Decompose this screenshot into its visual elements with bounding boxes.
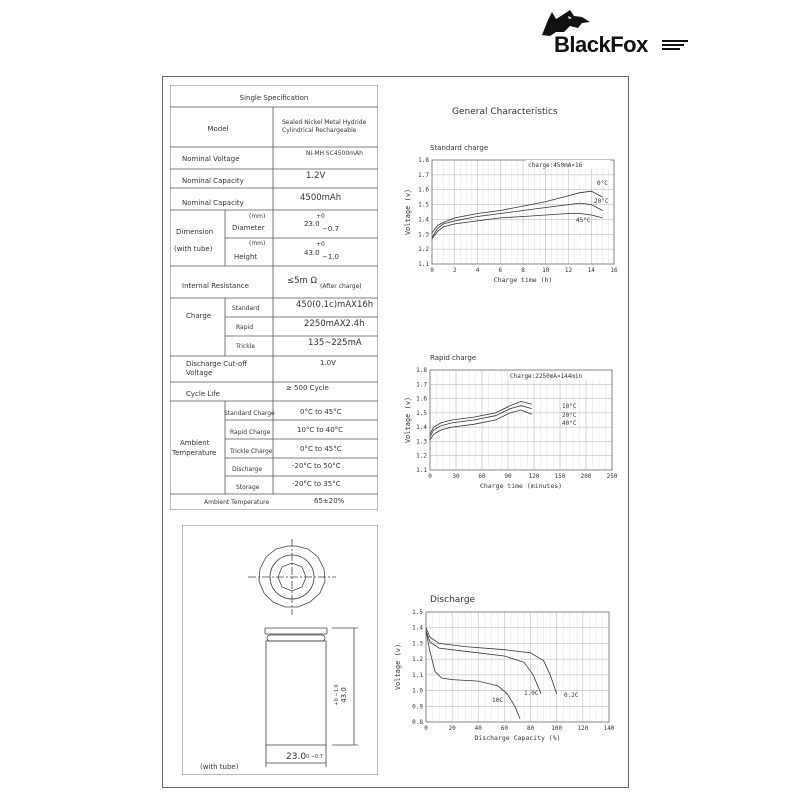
spec-table: [170, 85, 378, 510]
y-tick-label: 1.3: [416, 438, 427, 446]
y-tick-label: 0.8: [412, 719, 423, 726]
y-tick-label: 1.5: [418, 201, 429, 209]
series-line: [430, 401, 532, 434]
ambient-label-2: Temperature: [172, 449, 217, 457]
diameter-minus: −0.7: [322, 225, 339, 233]
brand-logo: [538, 8, 688, 60]
y-tick-label: 1.8: [416, 367, 427, 374]
x-tick-label: 140: [603, 725, 615, 732]
amb-trickle-charge-value: 0°C to 45°C: [300, 445, 342, 453]
amb-discharge-value: -20°C to 50°C: [292, 462, 341, 470]
dimension-label: Dimension: [176, 228, 214, 236]
cycle-life-label: Cycle Life: [186, 390, 220, 398]
x-axis-label: Discharge Capacity (%): [474, 734, 561, 742]
rapid-charge-chart: [400, 350, 628, 500]
general-characteristics-title: General Characteristics: [452, 107, 558, 117]
series-label: 10°C: [562, 403, 577, 410]
x-axis-label: Charge time (minutes): [479, 482, 563, 490]
chart-title: Discharge: [430, 595, 476, 605]
chart-title: Rapid charge: [430, 354, 477, 362]
discharge-chart: [390, 590, 628, 755]
x-tick-label: 40: [474, 725, 482, 732]
series-label: 45°C: [576, 217, 591, 224]
y-axis-label: Voltage (v): [394, 643, 402, 691]
discharge-cutoff-label-2: Voltage: [186, 369, 213, 377]
diameter-label: Diameter: [232, 224, 265, 232]
nominal-voltage-value: Ni-MH SC4500mAh: [306, 150, 363, 157]
y-tick-label: 1.1: [416, 467, 427, 474]
cycle-life-value: ≥ 500 Cycle: [286, 384, 329, 392]
x-axis-label: Charge time (h): [493, 276, 553, 284]
x-tick-label: 200: [580, 473, 592, 480]
brand-name: BlackFox: [554, 32, 648, 57]
charge-rapid-label: Rapid: [236, 324, 253, 331]
nominal-capacity2-value: 4500mAh: [300, 193, 342, 203]
x-tick-label: 100: [551, 725, 563, 732]
y-tick-label: 1.6: [418, 186, 429, 194]
y-tick-label: 1.1: [418, 261, 429, 268]
y-tick-label: 1.8: [418, 157, 429, 164]
charge-trickle-value: 135~225mA: [308, 338, 362, 348]
ambient-temperature-label: Ambient Temperature: [204, 499, 270, 506]
x-tick-label: 150: [554, 473, 566, 480]
series-label: 1.0C: [524, 690, 539, 697]
diameter-tol: 0 −0.7: [306, 754, 323, 760]
x-tick-label: 120: [528, 473, 540, 480]
x-tick-label: 80: [526, 725, 535, 732]
internal-resistance-value: ≤5m Ω: [287, 276, 318, 286]
internal-resistance-label: Internal Resistance: [182, 282, 249, 290]
amb-standard-charge-value: 0°C to 45°C: [300, 408, 342, 416]
x-tick-label: 20: [448, 725, 456, 732]
ambient-temperature-value: 65±20%: [314, 497, 345, 505]
speed-lines-icon: [662, 39, 688, 53]
series-label: 40°C: [562, 420, 577, 427]
spec-title: Single Specification: [239, 94, 309, 102]
amb-storage-label: Storage: [236, 484, 260, 491]
charge-standard-label: Standard: [232, 305, 260, 312]
ambient-label-1: Ambient: [180, 439, 210, 447]
diameter-nominal: 23.0: [304, 220, 320, 228]
y-tick-label: 1.6: [416, 395, 427, 403]
y-tick-label: 1.4: [418, 216, 429, 224]
y-tick-label: 1.3: [412, 640, 423, 648]
model-value-line2: Cylindrical Rechargeable: [282, 127, 357, 134]
nominal-capacity-value: 1.2V: [306, 171, 326, 181]
internal-resistance-note: (After charge): [320, 283, 362, 290]
y-tick-label: 1.0: [412, 687, 423, 695]
x-tick-label: 10: [542, 267, 550, 274]
x-tick-label: 4: [475, 267, 480, 274]
x-tick-label: 60: [478, 473, 486, 480]
nominal-capacity-label: Nominal Capacity: [182, 177, 244, 185]
charge-trickle-label: Trickle: [236, 343, 256, 350]
x-tick-label: 0: [430, 267, 434, 274]
series-label: 0.2C: [564, 692, 579, 699]
y-tick-label: 1.4: [416, 424, 427, 432]
x-tick-label: 250: [606, 473, 618, 480]
y-tick-label: 1.4: [412, 624, 423, 632]
height-nominal: 43.0: [304, 249, 320, 257]
y-tick-label: 0.9: [412, 703, 423, 711]
x-tick-label: 0: [428, 473, 432, 480]
amb-trickle-charge-label: Trickle Charge: [230, 448, 273, 455]
amb-rapid-charge-value: 10°C to 40°C: [297, 426, 344, 434]
model-value-line1: Sealed Nickel Metal Hydride: [282, 119, 367, 126]
chart-annotation: Charge:2250mA×144min: [510, 373, 583, 380]
series-label: 10C: [492, 697, 503, 704]
charge-standard-value: 450(0.1c)mAX16h: [296, 300, 374, 310]
nominal-capacity2-label: Nominal Capacity: [182, 199, 244, 207]
chart-annotation: charge:450mA×16: [528, 162, 583, 169]
series-line: [430, 410, 532, 440]
y-tick-label: 1.1: [412, 671, 423, 679]
discharge-cutoff-value: 1.0V: [320, 359, 336, 367]
x-tick-label: 2: [452, 267, 457, 274]
chart-title: Standard charge: [430, 144, 489, 152]
discharge-cutoff-label-1: Discharge Cut-off: [186, 360, 248, 368]
amb-rapid-charge-label: Rapid Charge: [230, 429, 271, 436]
with-tube-note: (with tube): [200, 763, 239, 771]
nominal-voltage-label: Nominal Voltage: [182, 155, 240, 163]
amb-discharge-label: Discharge: [232, 466, 263, 473]
series-label: 0°C: [597, 180, 608, 187]
y-axis-label: Voltage (v): [404, 396, 412, 444]
height-label: Height: [234, 253, 258, 261]
y-tick-label: 1.3: [418, 231, 429, 239]
y-tick-label: 1.7: [416, 381, 427, 389]
charge-label: Charge: [186, 312, 212, 320]
charge-rapid-value: 2250mAX2.4h: [304, 319, 365, 329]
x-tick-label: 12: [564, 267, 573, 274]
x-tick-label: 14: [587, 267, 595, 274]
y-axis-label: Voltage (v): [404, 188, 412, 236]
y-tick-label: 1.2: [416, 452, 427, 460]
y-tick-label: 1.2: [412, 656, 423, 664]
x-tick-label: 16: [610, 267, 618, 274]
y-tick-label: 1.2: [418, 246, 429, 254]
x-tick-label: 6: [498, 267, 503, 274]
standard-charge-chart: [400, 140, 628, 290]
x-tick-label: 90: [504, 473, 512, 480]
height-tol: +0 −1.0: [334, 684, 340, 706]
height-unit: (mm): [249, 240, 266, 247]
x-tick-label: 30: [452, 473, 460, 480]
cell-top-view: [248, 539, 336, 615]
y-tick-label: 1.5: [412, 609, 423, 616]
with-tube-label: (with tube): [174, 245, 213, 253]
cell-drawing: [182, 525, 378, 775]
series-label: 20°C: [562, 412, 577, 419]
x-tick-label: 0: [424, 725, 428, 732]
diameter-plus: +0: [316, 213, 325, 220]
series-label: 20°C: [594, 198, 609, 205]
y-tick-label: 1.5: [416, 409, 427, 417]
height-minus: −1.0: [322, 253, 339, 261]
height-dim: 43.0: [340, 687, 348, 703]
series-line: [426, 631, 541, 694]
x-tick-label: 120: [577, 725, 589, 732]
diameter-dim: 23.0: [286, 752, 307, 762]
amb-storage-value: -20°C to 35°C: [292, 480, 341, 488]
amb-standard-charge-label: Standard Charge: [224, 410, 275, 417]
x-tick-label: 8: [521, 267, 525, 274]
model-label: Model: [207, 125, 229, 133]
x-tick-label: 60: [500, 725, 509, 732]
y-tick-label: 1.7: [418, 171, 429, 179]
diameter-unit: (mm): [249, 213, 266, 220]
height-plus: +0: [316, 241, 325, 248]
